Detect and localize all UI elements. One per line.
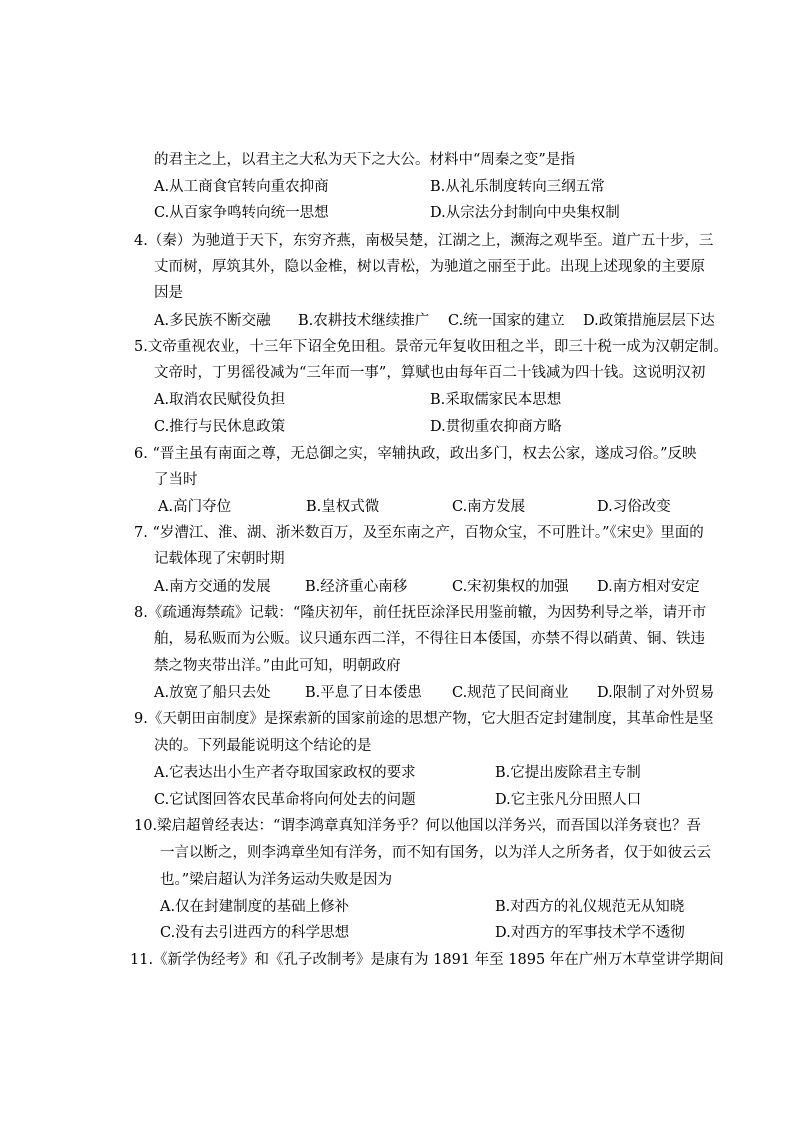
q5-stem-line-2: 文帝时，丁男徭役减为“三年而一事”，算赋也由每年百二十钱减为四十钱。这说明汉初 [154, 365, 706, 381]
q9-option-a: A.它表达出小生产者夺取国家政权的要求 [154, 765, 416, 781]
q8-stem-line-1: 8.《疏通海禁疏》记载：“隆庆初年，前任抚臣涂泽民用鉴前辙，为因势利导之举，请开市 [134, 605, 707, 621]
q4-stem-line-2: 丈而树，厚筑其外，隐以金椎，树以青松，为驰道之丽至于此。出现上述现象的主要原 [154, 259, 705, 275]
q3-option-c: C.从百家争鸣转向统一思想 [154, 205, 329, 221]
q9-option-d: D.它主张凡分田照人口 [495, 792, 642, 808]
q8-option-d: D.限制了对外贸易 [597, 685, 715, 701]
q6-stem-line-2: 了当时 [154, 472, 198, 488]
q10-option-c: C.没有去引进西方的科学思想 [160, 925, 350, 941]
q6-option-a: A.高门夺位 [158, 499, 232, 515]
q9-stem-line-2: 决的。下列最能说明这个结论的是 [154, 738, 372, 754]
q6-option-b: B.皇权式微 [306, 499, 380, 515]
q10-stem-line-2: 一言以断之，则李鸿章坐知有洋务，而不知有国务，以为洋人之所务者，仅于如彼云云 [160, 845, 711, 861]
q5-option-d: D.贯彻重农抑商方略 [430, 419, 562, 435]
q4-option-a: A.多民族不断交融 [154, 313, 271, 329]
q4-option-c: C.统一国家的建立 [448, 313, 565, 329]
q5-stem-line-1: 5.文帝重视农业，十三年下诏全免田租。景帝元年复收田租之半，即三十税一成为汉朝定制。 [134, 339, 728, 355]
q3-option-d: D.从宗法分封制向中央集权制 [430, 205, 620, 221]
q3-option-b: B.从礼乐制度转向三纲五常 [430, 179, 605, 195]
q10-option-b: B.对西方的礼仪规范无从知晓 [495, 899, 685, 915]
q10-stem-line-1: 10.梁启超曾经表达：“谓李鸿章真知洋务乎？何以他国以洋务兴，而吾国以洋务衰也？吾 [134, 818, 701, 834]
q4-option-d: D.政策措施层层下达 [583, 313, 715, 329]
q8-stem-line-2: 舶，易私贩而为公贩。议只通东西二洋，不得往日本倭国，亦禁不得以硝黄、铜、铁违 [154, 631, 705, 647]
q8-stem-line-3: 禁之物夹带出洋。”由此可知，明朝政府 [154, 658, 401, 674]
q9-option-c: C.它试图回答农民革命将向何处去的问题 [154, 792, 416, 808]
q10-option-d: D.对西方的军事技术学不透彻 [495, 925, 685, 941]
q4-option-b: B.农耕技术继续推广 [298, 313, 430, 329]
q8-option-a: A.放宽了船只去处 [154, 685, 271, 701]
q6-option-c: C.南方发展 [452, 499, 526, 515]
q7-option-b: B.经济重心南移 [305, 579, 408, 595]
q5-option-b: B.采取儒家民本思想 [430, 392, 562, 408]
q7-stem-line-1: 7. “岁漕江、淮、湖、浙米数百万，及至东南之产，百物众宝，不可胜计。”《宋史》里面的 [134, 525, 704, 541]
q3-option-a: A.从工商食官转向重农抑商 [154, 179, 329, 195]
q4-stem-line-3: 因是 [154, 285, 183, 301]
q6-stem-line-1: 6. “晋主虽有南面之尊，无总御之实，宰辅执政，政出多门，权去公家，遂成习俗。”反映 [134, 446, 697, 462]
q6-option-d: D.习俗改变 [597, 499, 671, 515]
q5-option-c: C.推行与民休息政策 [154, 419, 286, 435]
q10-option-a: A.仅在封建制度的基础上修补 [160, 899, 350, 915]
q8-option-b: B.平息了日本倭患 [305, 685, 422, 701]
q7-option-a: A.南方交通的发展 [154, 579, 271, 595]
q4-stem-line-1: 4.（秦）为驰道于天下，东穷齐燕，南极吴楚，江湖之上，濒海之观毕至。道广五十步，三 [134, 233, 714, 249]
q10-stem-line-3: 也。”梁启超认为洋务运动失败是因为 [160, 872, 393, 888]
q9-option-b: B.它提出废除君主专制 [495, 765, 641, 781]
q5-option-a: A.取消农民赋役负担 [154, 392, 286, 408]
q3-stem-continuation: 的君主之上，以君主之大私为天下之大公。材料中“周秦之变”是指 [154, 152, 575, 168]
q11-stem-line-1: 11.《新学伪经考》和《孔子改制考》是康有为 1891 年至 1895 年在广州万木草堂讲学期间 [130, 952, 724, 968]
q8-option-c: C.规范了民间商业 [452, 685, 569, 701]
q9-stem-line-1: 9.《天朝田亩制度》是探索新的国家前途的思想产物，它大胆否定封建制度，其革命性是坚 [134, 711, 714, 727]
q7-stem-line-2: 记载体现了宋朝时期 [154, 551, 285, 567]
q7-option-d: D.南方相对安定 [597, 579, 700, 595]
q7-option-c: C.宋初集权的加强 [452, 579, 569, 595]
